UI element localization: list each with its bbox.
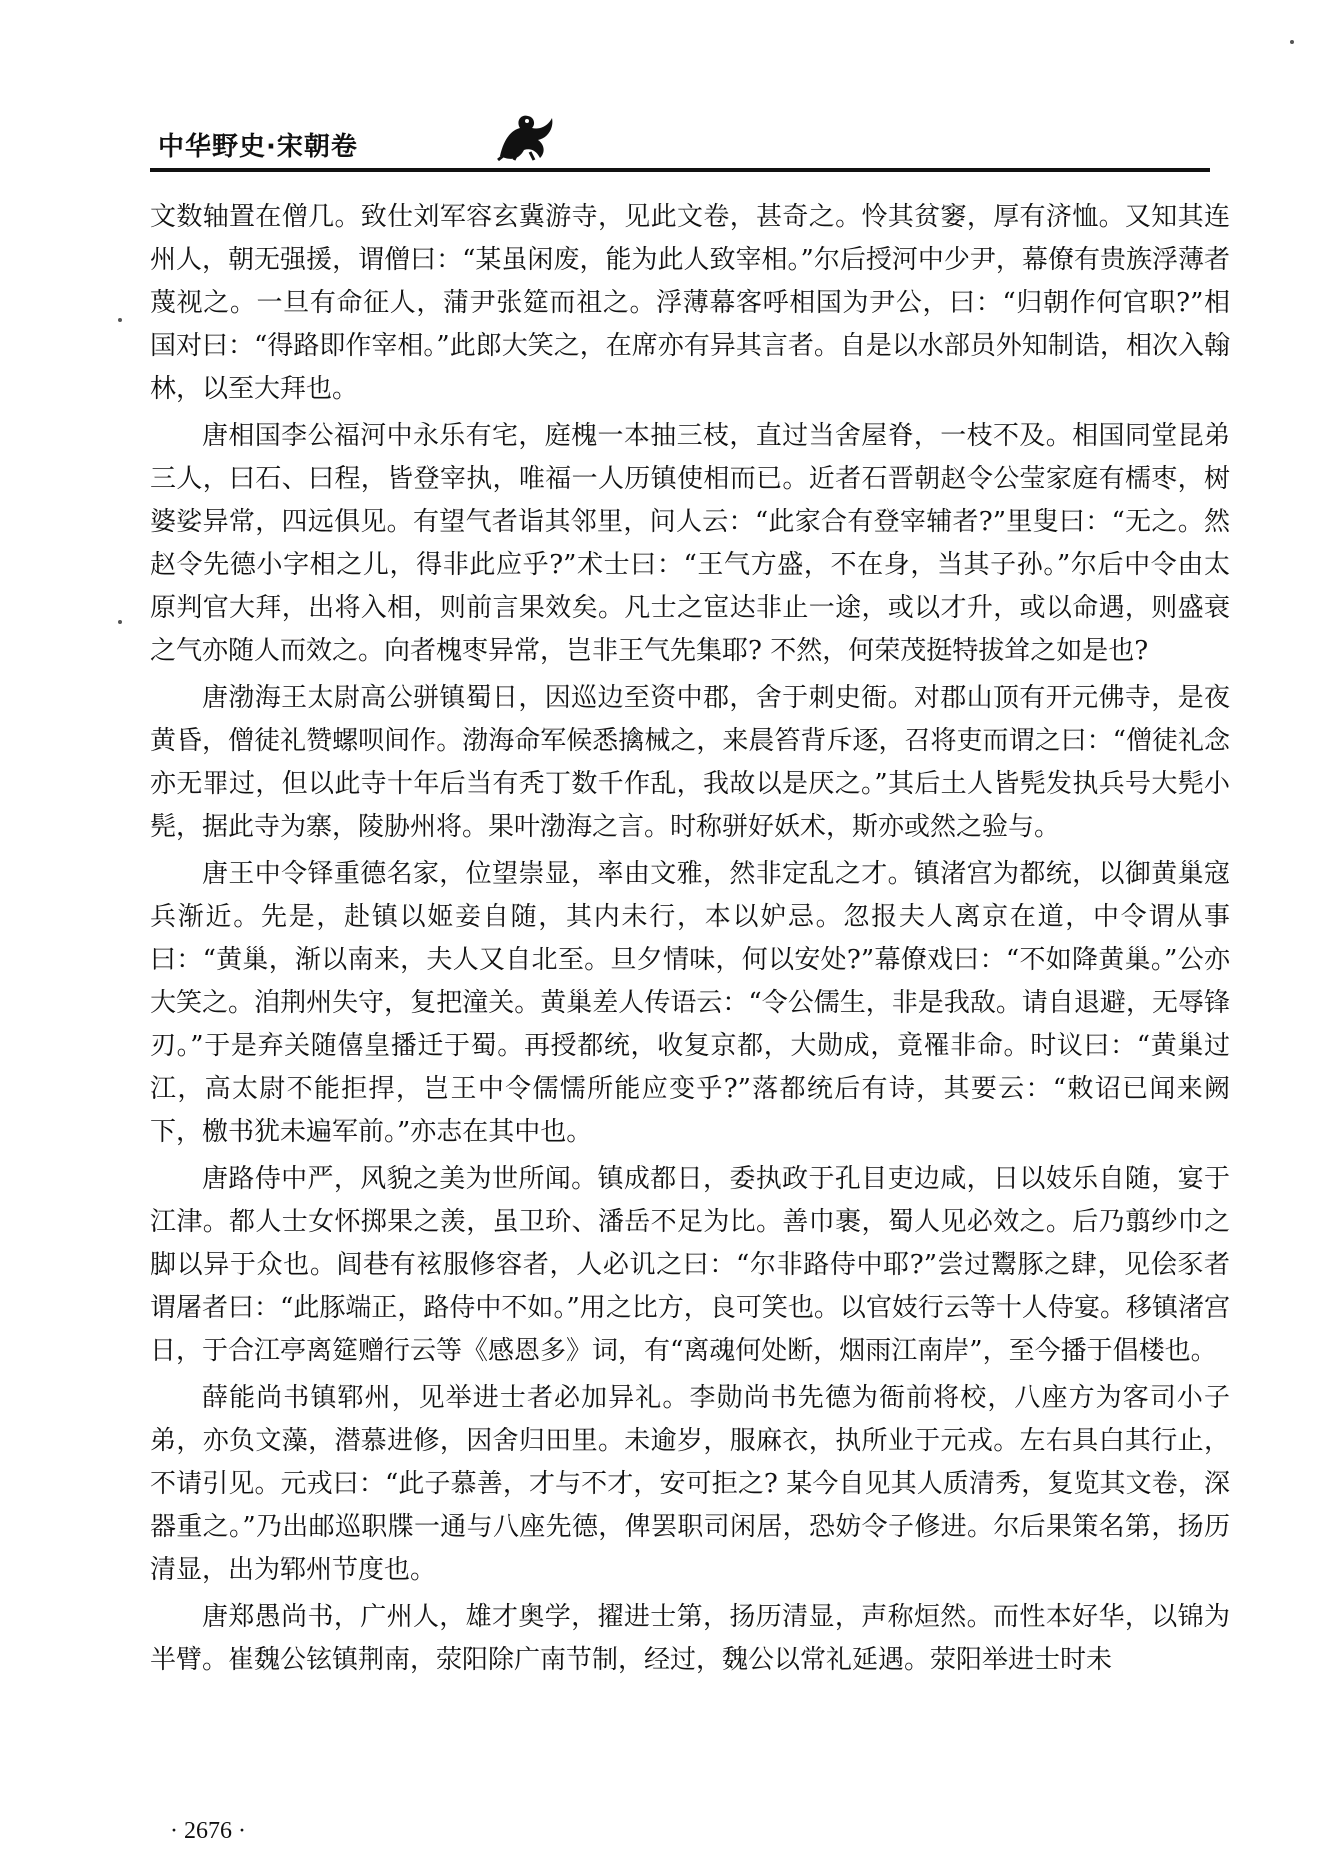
header-rule [150,168,1210,172]
paragraph: 文数轴置在僧几。致仕刘军容玄冀游寺，见此文卷，甚奇之。怜其贫窭，厚有济恤。又知其连州人，朝无强援，谓僧曰：“某虽闲废，能为此人致宰相。”尔后授河中少尹，幕僚有贵族浮薄者蔑视之。一旦有命征人，蒲尹张筵而祖之。浮薄幕客呼相国为尹公，曰：“归朝作何官职?”相国对曰：“得路即作宰相。”此郎大笑之，在席亦有异其言者。自是以水部员外知制诰，相次入翰林，以至大拜也。 [150,202,1230,404]
scan-speck [118,620,122,624]
scan-speck [1290,40,1294,44]
paragraph: 薛能尚书镇郓州，见举进士者必加异礼。李勋尚书先德为衙前将校，八座方为客司小子弟，亦负文藻，潜慕进修，因舍归田里。未逾岁，服麻衣，执所业于元戎。左右具白其行止，不请引见。元戎曰：“此子慕善，才与不才，安可拒之? 某今自见其人质清秀，复览其文卷，深器重之。”乃出邮巡职牒一通与八座先德，俾罢职司闲居，恐妨令子修进。尔后果策名第，扬历清显，出为郓州节度也。 [150,1383,1230,1585]
page-number: · 2676 · [170,1818,246,1844]
dragon-emblem-icon [490,108,562,168]
paragraph: 唐相国李公福河中永乐有宅，庭槐一本抽三枝，直过当舍屋脊，一枝不及。相国同堂昆弟三人，曰石、曰程，皆登宰执，唯福一人历镇使相而已。近者石晋朝赵令公莹家庭有檽枣，树婆娑异常，四远俱见。有望气者诣其邻里，问人云：“此家合有登宰辅者?”里叟曰：“无之。然赵令先德小字相之儿，得非此应乎?”术士曰：“王气方盛，不在身，当其子孙。”尔后中令由太原判官大拜，出将入相，则前言果效矣。凡士之宦达非止一途，或以才升，或以命遇，则盛衰之气亦随人而效之。向者槐枣异常，岂非王气先集耶? 不然，何荣茂挺特拔耸之如是也? [150,421,1230,666]
paragraph: 唐郑愚尚书，广州人，雄才奥学，擢进士第，扬历清显，声称烜然。而性本好华，以锦为半臂。崔魏公铉镇荆南，荥阳除广南节制，经过，魏公以常礼延遇。荥阳举进士时未 [150,1602,1230,1675]
body-text [150,196,1230,1682]
paragraph: 唐渤海王太尉高公骈镇蜀日，因巡边至资中郡，舍于刺史衙。对郡山顶有开元佛寺，是夜黄昏，僧徒礼赞螺呗间作。渤海命军候悉擒械之，来晨笞背斥逐，召将吏而谓之曰：“僧徒礼念亦无罪过，但以此寺十年后当有秃丁数千作乱，我故以是厌之。”其后土人皆髡发执兵号大髡小髡，据此寺为寨，陵胁州将。果叶渤海之言。时称骈好妖术，斯亦或然之验与。 [150,683,1230,842]
book-title: 中华野史·宋朝卷 [158,132,358,162]
scan-speck [118,318,122,322]
paragraph: 唐王中令铎重德名家，位望崇显，率由文雅，然非定乱之才。镇渚宫为都统，以御黄巢寇兵渐近。先是，赴镇以姬妾自随，其内未行，本以妒忌。忽报夫人离京在道，中令谓从事曰：“黄巢，渐以南来，夫人又自北至。旦夕情味，何以安处?”幕僚戏曰：“不如降黄巢。”公亦大笑之。洎荆州失守，复把潼关。黄巢差人传语云：“令公儒生，非是我敌。请自退避，无辱锋刃。”于是弃关随僖皇播迁于蜀。再授都统，收复京都，大勋成，竟罹非命。时议曰：“黄巢过江，高太尉不能拒捍，岂王中令儒懦所能应变乎?”落都统后有诗，其要云：“敕诏已闻来阙下，檄书犹未遍军前。”亦志在其中也。 [150,859,1230,1147]
page-header [150,120,1210,180]
paragraph: 唐路侍中严，风貌之美为世所闻。镇成都日，委执政于孔目吏边咸，日以妓乐自随，宴于江津。都人士女怀掷果之羡，虽卫玠、潘岳不足为比。善巾裹，蜀人见必效之。后乃翦纱巾之脚以异于众也。闾巷有袨服修容者，人必讥之曰：“尔非路侍中耶?”尝过鬻豚之肆，见侩豕者谓屠者曰：“此豚端正，路侍中不如。”用之比方，良可笑也。以官妓行云等十人侍宴。移镇渚宫日，于合江亭离筵赠行云等《感恩多》词，有“离魂何处断，烟雨江南岸”，至今播于倡楼也。 [150,1164,1230,1366]
